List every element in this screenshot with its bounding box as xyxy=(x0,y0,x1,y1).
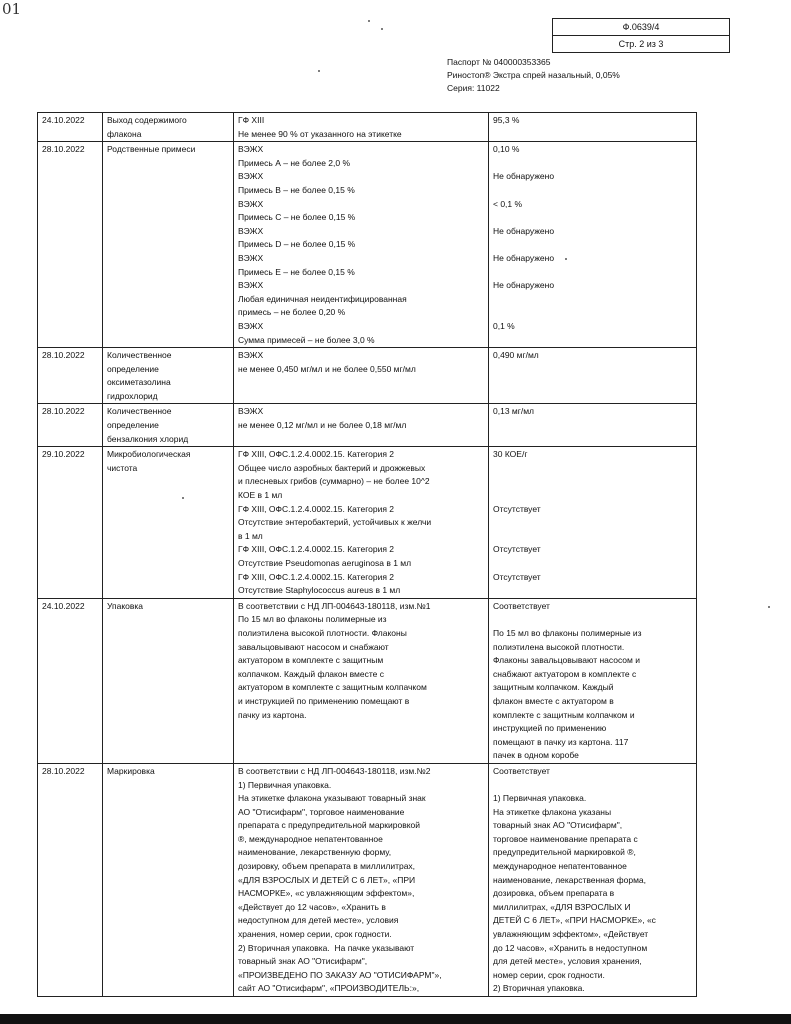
test-date: 28.10.2022 xyxy=(42,350,85,361)
result-cell xyxy=(489,113,697,142)
result-line: флакон вместе с актуатором в xyxy=(493,695,614,706)
specification-line: Общее число аэробных бактерий и дрожжевых xyxy=(238,462,426,473)
result-line: ДЕТЕЙ С 6 ЛЕТ», «ПРИ НАСМОРКЕ», «с xyxy=(493,915,656,926)
result-line: Не обнаружено xyxy=(493,280,555,291)
specification-line: «ПРОИЗВЕДЕНО ПО ЗАКАЗУ АО "ОТИСИФАРМ"», xyxy=(238,969,442,980)
test-name-cell xyxy=(103,348,234,404)
result-line: < 0,1 % xyxy=(493,198,523,209)
specification-line: завальцовывают насосом и снабжают xyxy=(238,641,389,652)
result-line: международное непатентованное xyxy=(493,861,627,872)
specification-line: ВЭЖХ xyxy=(238,320,264,331)
result-line: 0,490 мг/мл xyxy=(493,350,539,361)
test-date: 28.10.2022 xyxy=(42,765,85,776)
result-line: предупредительной маркировкой ®, xyxy=(493,847,636,858)
test-name-line: гидрохлорид xyxy=(107,390,158,401)
specification-line: примесь – не более 0,20 % xyxy=(238,307,346,318)
result-line: помещают в пачку из картона. 117 xyxy=(493,736,629,747)
specification-cell xyxy=(234,142,489,348)
test-date: 24.10.2022 xyxy=(42,115,85,125)
specification-line: и инструкцией по применению помещают в xyxy=(238,695,410,706)
specification-line: ВЭЖХ xyxy=(238,252,264,263)
test-name-line: бензалкония хлорид xyxy=(107,433,189,444)
series-number: Серия: 11022 xyxy=(447,83,500,93)
specification-line: «Действует до 12 часов», «Хранить в xyxy=(238,901,386,912)
test-name-line: флакона xyxy=(107,128,142,139)
specification-line: Примесь В – не более 0,15 % xyxy=(238,184,355,195)
test-date: 24.10.2022 xyxy=(42,600,85,611)
result-line: По 15 мл во флаконы полимерные из xyxy=(493,627,642,638)
result-line xyxy=(493,157,692,171)
specification-line: ГФ XIII, ОФС.1.2.4.0002.15. Категория 2 xyxy=(238,503,395,514)
specification-line: ГФ XIII, ОФС.1.2.4.0002.15. Категория 2 xyxy=(238,449,395,460)
result-line: Не обнаружено xyxy=(493,171,555,182)
result-line: Соответствует xyxy=(493,600,550,611)
specification-line: не менее 0,12 мг/мл и не более 0,18 мг/мл xyxy=(238,420,407,431)
specification-line: Сумма примесей – не более 3,0 % xyxy=(238,334,375,345)
test-name-cell xyxy=(103,113,234,142)
specification-line: ГФ XIII xyxy=(238,115,265,125)
specification-line: ГФ XIII, ОФС.1.2.4.0002.15. Категория 2 xyxy=(238,544,395,555)
test-date-cell xyxy=(38,113,103,142)
result-line: Отсутствует xyxy=(493,544,541,555)
specification-line: не менее 0,450 мг/мл и не более 0,550 мг/мл xyxy=(238,363,416,374)
result-line: пачек в одном коробе xyxy=(493,750,579,761)
specification-line: В соответствии с НД ЛП-004643-180118, изм.№1 xyxy=(238,600,431,611)
specification-line: ВЭЖХ xyxy=(238,198,264,209)
result-line: миллилитрах, «ДЛЯ ВЗРОСЛЫХ И xyxy=(493,901,631,912)
specification-line: По 15 мл во флаконы полимерные из xyxy=(238,614,387,625)
test-name-line: определение xyxy=(107,363,159,374)
table-row xyxy=(38,447,697,599)
test-date-cell xyxy=(38,348,103,404)
document-header xyxy=(447,56,620,95)
test-date: 28.10.2022 xyxy=(42,406,85,417)
specification-line: ВЭЖХ xyxy=(238,280,264,291)
specification-cell xyxy=(234,113,489,142)
specification-line: в 1 мл xyxy=(238,530,263,541)
specification-line: ВЭЖХ xyxy=(238,144,264,155)
result-line: для детей месте», условия хранения, xyxy=(493,956,642,967)
test-name-cell xyxy=(103,598,234,763)
result-line: защитным колпачком. Каждый xyxy=(493,682,614,693)
test-name-line: Маркировка xyxy=(107,765,155,776)
test-date-cell xyxy=(38,598,103,763)
result-line: 0,1 % xyxy=(493,320,515,331)
test-name-cell xyxy=(103,447,234,599)
result-line xyxy=(493,475,692,489)
result-line xyxy=(493,779,692,793)
specification-line: актуатором в комплекте с защитным колпачком xyxy=(238,682,427,693)
scan-speck xyxy=(381,28,383,30)
result-line: 0,13 мг/мл xyxy=(493,406,535,417)
test-date-cell xyxy=(38,447,103,599)
specification-line: Примесь Е – не более 0,15 % xyxy=(238,266,355,277)
specification-line: пачку из картона. xyxy=(238,709,307,720)
result-line: инструкцией по применению xyxy=(493,723,607,734)
specification-line: и плесневых грибов (суммарно) – не более 10^2 xyxy=(238,476,430,487)
test-name-cell xyxy=(103,763,234,996)
specification-line: ВЭЖХ xyxy=(238,225,264,236)
result-cell xyxy=(489,447,697,599)
test-name-line: Количественное xyxy=(107,406,172,417)
result-cell xyxy=(489,598,697,763)
test-name-line: Родственные примеси xyxy=(107,144,196,155)
result-line xyxy=(493,530,692,544)
test-results-table xyxy=(37,112,697,997)
specification-line: наименование, лекарственную форму, xyxy=(238,847,392,858)
result-line: увлажняющим эффектом», «Действует xyxy=(493,929,649,940)
result-line xyxy=(493,306,692,320)
specification-line: ВЭЖХ xyxy=(238,350,264,361)
result-cell xyxy=(489,404,697,447)
test-name-line: Выход содержимого xyxy=(107,115,187,125)
table-row xyxy=(38,142,697,348)
specification-line: хранения, номер серии, срок годности. xyxy=(238,929,392,940)
result-line: 95,3 % xyxy=(493,115,520,125)
scan-speck xyxy=(368,20,370,22)
result-line: Не обнаружено xyxy=(493,225,555,236)
specification-cell xyxy=(234,348,489,404)
specification-line: ВЭЖХ xyxy=(238,171,264,182)
result-line: 1) Первичная упаковка. xyxy=(493,793,587,804)
scan-speck xyxy=(182,497,184,499)
specification-line: ®, международное непатентованное xyxy=(238,833,383,844)
specification-line: В соответствии с НД ЛП-004643-180118, изм.№2 xyxy=(238,765,431,776)
specification-line: Примесь D – не более 0,15 % xyxy=(238,239,356,250)
result-line: 2) Вторичная упаковка. xyxy=(493,983,585,994)
result-line: Отсутствует xyxy=(493,571,541,582)
result-line: Флаконы завальцовывают насосом и xyxy=(493,655,640,666)
specification-line: препарата с предупредительной маркировкой xyxy=(238,820,420,831)
specification-line: дозировку, объем препарата в миллилитрах, xyxy=(238,861,416,872)
test-name-line: чистота xyxy=(107,462,138,473)
result-cell xyxy=(489,348,697,404)
test-date-cell xyxy=(38,404,103,447)
specification-line: На этикетке флакона указывают товарный знак xyxy=(238,793,426,804)
specification-line: колпачком. Каждый флакон вместе с xyxy=(238,668,385,679)
result-line: до 12 часов», «Хранить в недоступном xyxy=(493,942,648,953)
test-name-line: Микробиологическая xyxy=(107,449,191,460)
table-row xyxy=(38,598,697,763)
specification-line: недоступном для детей месте», условия xyxy=(238,915,399,926)
specification-line: КОЕ в 1 мл xyxy=(238,490,283,501)
test-date-cell xyxy=(38,763,103,996)
result-line: Не обнаружено xyxy=(493,252,555,263)
specification-cell xyxy=(234,598,489,763)
specification-line: АО "Отисифарм", торговое наименование xyxy=(238,806,405,817)
specification-line: Отсутствие Staphylococcus aureus в 1 мл xyxy=(238,585,401,596)
scan-bottom-edge xyxy=(0,1014,791,1024)
result-line: Соответствует xyxy=(493,765,550,776)
scan-speck xyxy=(318,70,320,72)
specification-line: сайт АО "Отисифарм", «ПРОИЗВОДИТЕЛЬ:», xyxy=(238,983,420,994)
result-line xyxy=(493,266,692,280)
specification-line: НАСМОРКЕ», «с увлажняющим эффектом», xyxy=(238,888,415,899)
result-line xyxy=(493,184,692,198)
corner-handwritten-mark: 01 xyxy=(2,0,22,18)
result-line xyxy=(493,613,692,627)
result-line xyxy=(493,557,692,571)
result-line xyxy=(493,211,692,225)
product-name: Риностоп® Экстра спрей назальный, 0,05% xyxy=(447,70,620,80)
result-line: 0,10 % xyxy=(493,144,520,155)
result-line: наименование, лекарственная форма, xyxy=(493,874,646,885)
result-line: товарный знак АО "Отисифарм", xyxy=(493,820,623,831)
test-date: 29.10.2022 xyxy=(42,449,85,460)
specification-line: 2) Вторичная упаковка. На пачке указывают xyxy=(238,942,415,953)
result-line xyxy=(493,516,692,530)
result-line: номер серии, срок годности. xyxy=(493,969,605,980)
specification-line: ГФ XIII, ОФС.1.2.4.0002.15. Категория 2 xyxy=(238,571,395,582)
test-date: 28.10.2022 xyxy=(42,144,85,155)
specification-line: Отсутствие энтеробактерий, устойчивых к желчи xyxy=(238,517,432,528)
specification-line: Любая единичная неидентифицированная xyxy=(238,293,407,304)
specification-line: Отсутствие Pseudomonas aeruginosa в 1 мл xyxy=(238,558,412,568)
test-name-line: Количественное xyxy=(107,350,172,361)
table-row xyxy=(38,113,697,142)
result-line xyxy=(493,462,692,476)
specification-line: Примесь С – не более 0,15 % xyxy=(238,212,356,223)
scan-speck xyxy=(768,606,770,608)
specification-line: ВЭЖХ xyxy=(238,406,264,417)
specification-line: актуатором в комплекте с защитным xyxy=(238,655,384,666)
result-line: дозировка, объем препарата в xyxy=(493,888,615,899)
form-code-box xyxy=(552,18,730,53)
test-date-cell xyxy=(38,142,103,348)
result-line: На этикетке флакона указаны xyxy=(493,806,612,817)
specification-line: 1) Первичная упаковка. xyxy=(238,779,332,790)
result-line: 30 КОЕ/г xyxy=(493,449,528,460)
passport-number: Паспорт № 040000353365 xyxy=(447,57,551,67)
result-line: снабжают актуатором в комплекте с xyxy=(493,668,637,679)
result-line xyxy=(493,489,692,503)
form-code: Ф.0639/4 xyxy=(553,19,729,36)
specification-line: полиэтилена высокой плотности. Флаконы xyxy=(238,627,407,638)
result-line xyxy=(493,238,692,252)
specification-line: «ДЛЯ ВЗРОСЛЫХ И ДЕТЕЙ С 6 ЛЕТ», «ПРИ xyxy=(238,874,416,885)
result-cell xyxy=(489,142,697,348)
specification-line: товарный знак АО "Отисифарм", xyxy=(238,956,368,967)
test-name-cell xyxy=(103,404,234,447)
result-line: полиэтилена высокой плотности. xyxy=(493,641,625,652)
test-name-line: определение xyxy=(107,420,159,431)
specification-cell xyxy=(234,447,489,599)
result-line: комплекте с защитным колпачком и xyxy=(493,709,635,720)
specification-cell xyxy=(234,404,489,447)
result-cell xyxy=(489,763,697,996)
table-row xyxy=(38,763,697,996)
table-row xyxy=(38,404,697,447)
specification-line: Не менее 90 % от указанного на этикетке xyxy=(238,128,402,139)
test-name-cell xyxy=(103,142,234,348)
specification-line: Примесь А – не более 2,0 % xyxy=(238,157,351,168)
test-name-line: Упаковка xyxy=(107,600,144,611)
specification-cell xyxy=(234,763,489,996)
result-line xyxy=(493,293,692,307)
result-line: торговое наименование препарата с xyxy=(493,833,638,844)
result-line: Отсутствует xyxy=(493,503,541,514)
test-name-line: оксиметазолина xyxy=(107,377,171,388)
scan-speck xyxy=(565,258,567,260)
page-number: Стр. 2 из 3 xyxy=(618,39,664,49)
table-row xyxy=(38,348,697,404)
table-body xyxy=(38,113,697,997)
